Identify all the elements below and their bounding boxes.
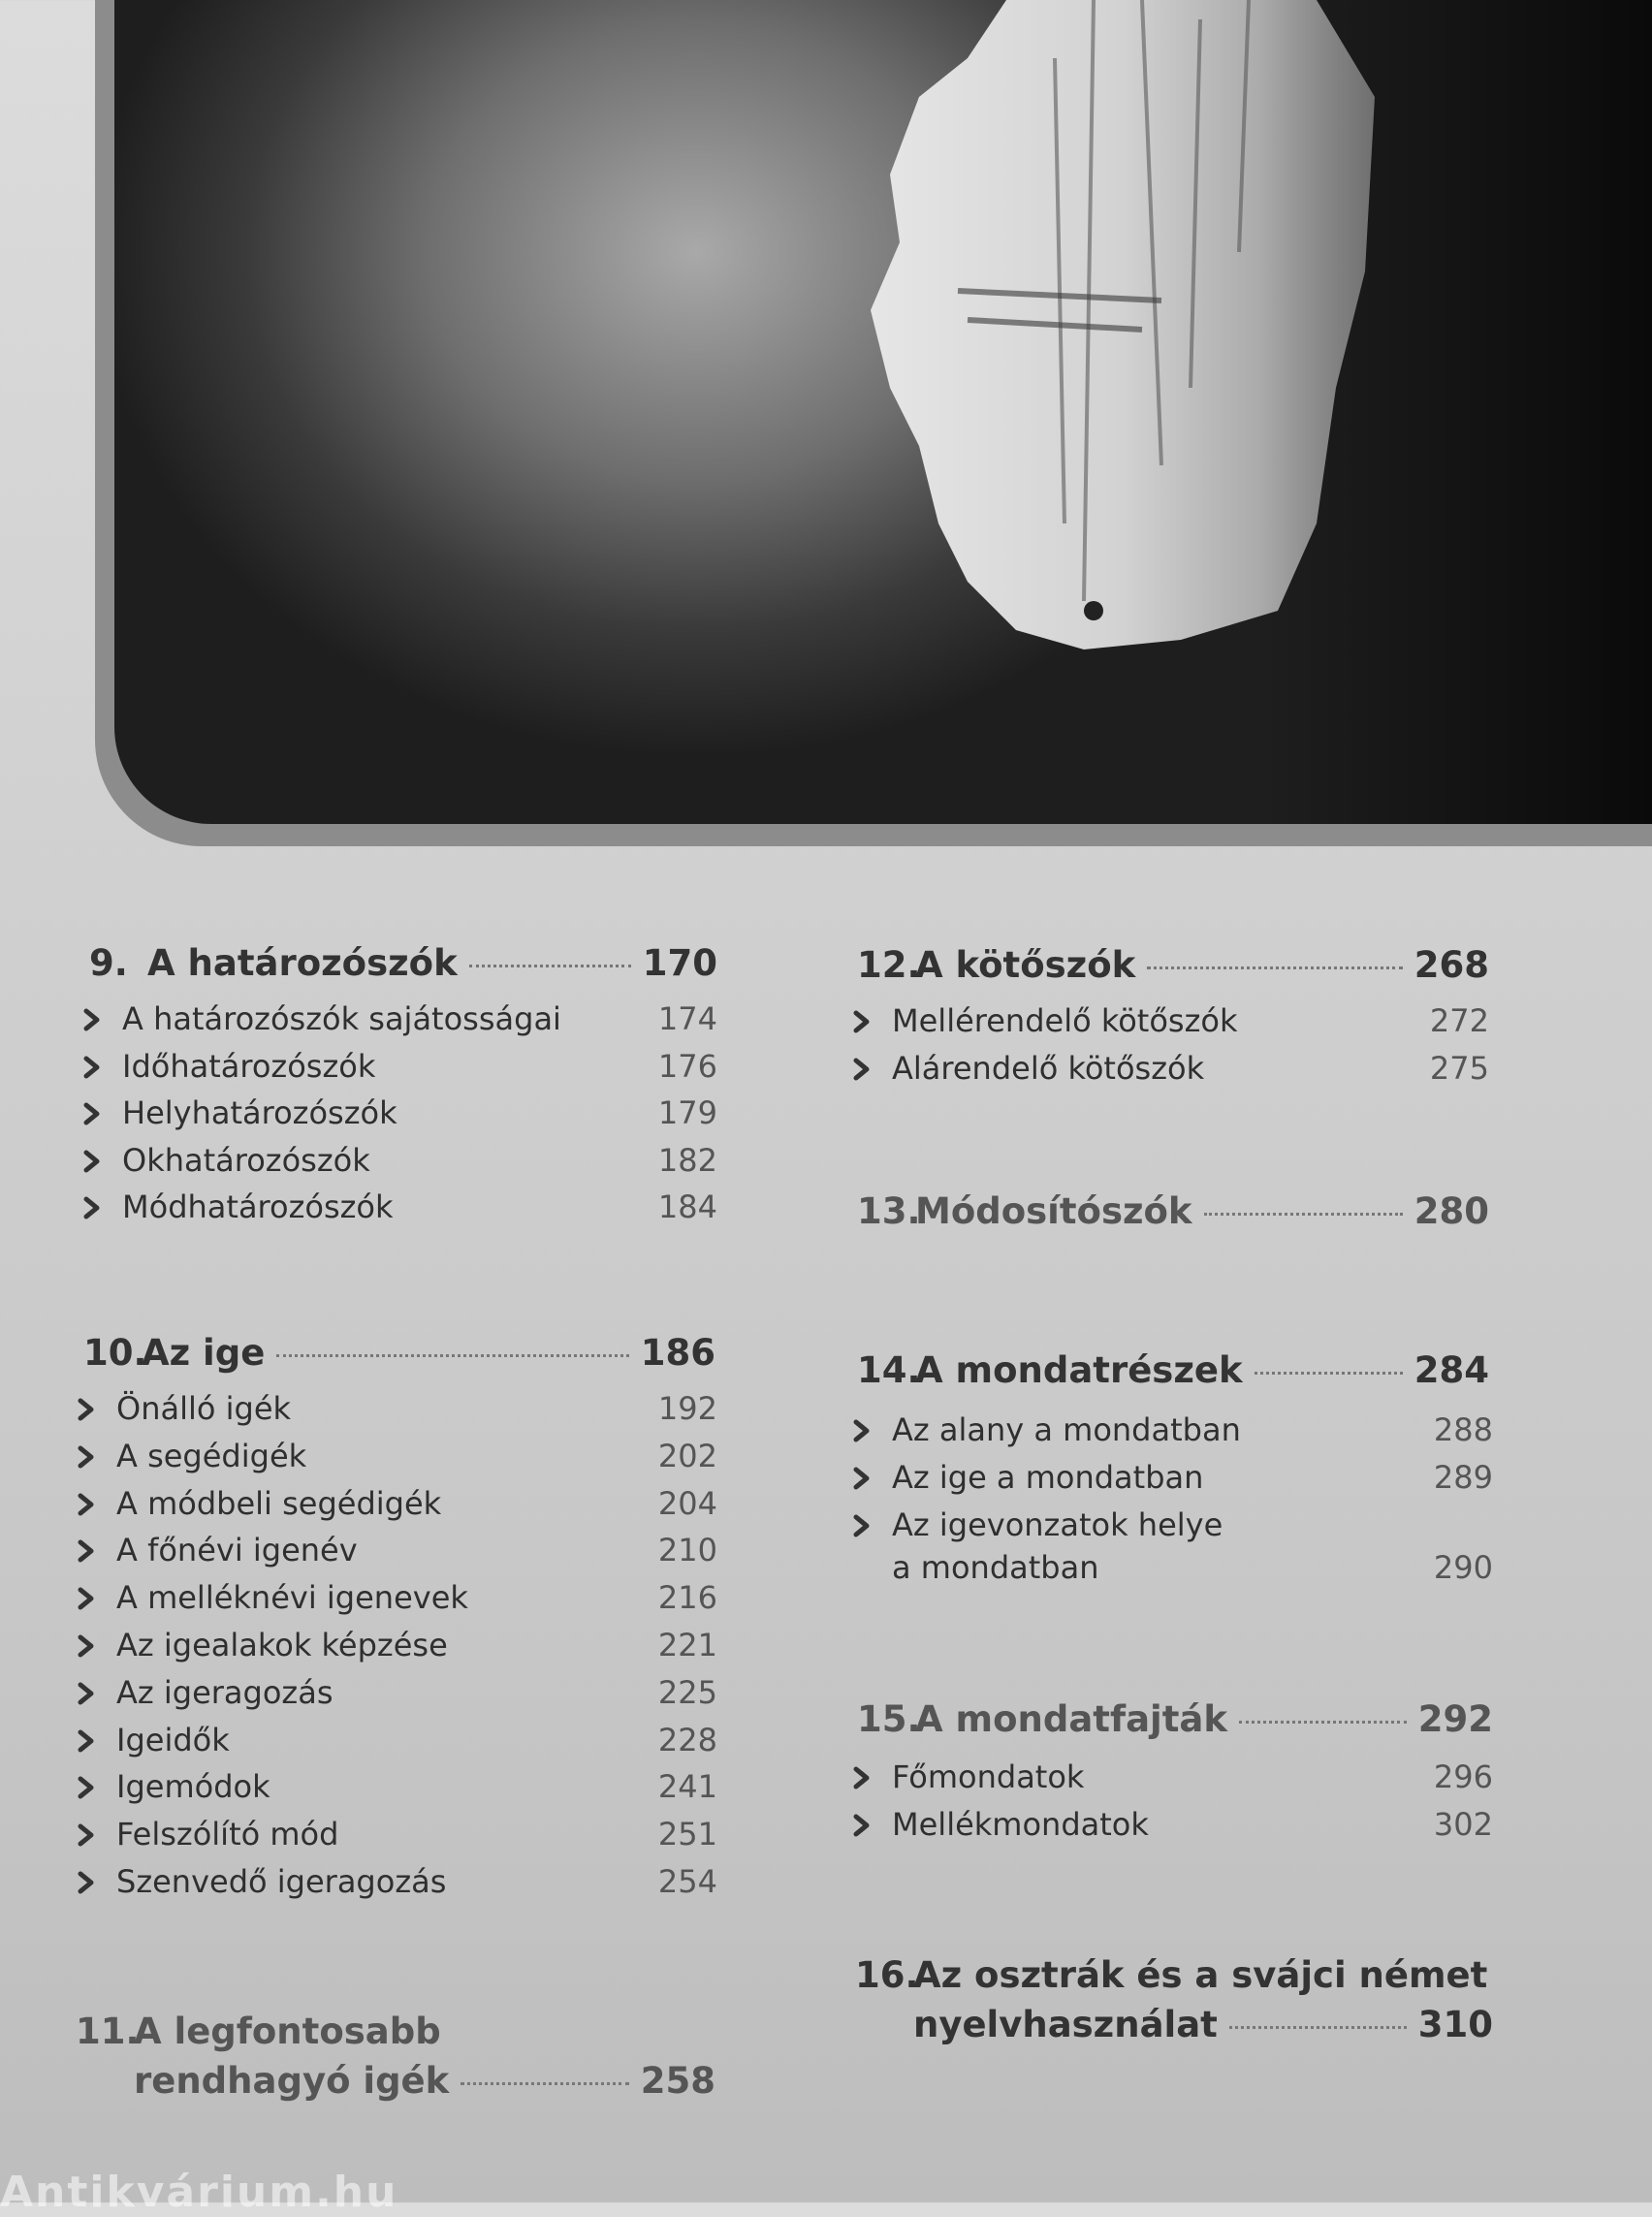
toc-item-label: Az ige a mondatban (892, 1458, 1204, 1496)
toc-item-label-line2: a mondatban (892, 1548, 1099, 1586)
chevron-right-icon (853, 1002, 892, 1033)
chapter-title: A mondatrészek (915, 1349, 1243, 1391)
dot-leader (469, 965, 631, 967)
toc-item[interactable] (78, 1390, 717, 1427)
toc-item-label: Mellérendelő kötőszók (892, 1002, 1238, 1039)
toc-item[interactable] (853, 1411, 1493, 1448)
chevron-right-icon (83, 1000, 122, 1031)
chapter-15-heading[interactable] (857, 1698, 1493, 1740)
chapter-number: 16. (855, 1954, 919, 1996)
toc-item[interactable] (83, 1142, 717, 1179)
toc-item-page: 182 (657, 1141, 717, 1179)
toc-item-page: 251 (657, 1816, 717, 1853)
toc-item-label: A melléknévi igenevek (116, 1579, 468, 1617)
chevron-right-icon (78, 1485, 116, 1516)
toc-item-label: Önálló igék (116, 1390, 292, 1427)
chapter-title: A kötőszók (915, 944, 1136, 986)
chapter-page: 292 (1417, 1698, 1493, 1740)
toc-item[interactable] (78, 1863, 717, 1900)
toc-item-label: Helyhatározószók (122, 1094, 397, 1131)
chapter-page: 170 (642, 942, 717, 984)
chapter-title: Az ige (142, 1332, 266, 1374)
dot-leader (276, 1354, 628, 1357)
chapter-number: 15. (857, 1698, 921, 1740)
chevron-right-icon (78, 1768, 116, 1799)
toc-item[interactable] (83, 1094, 717, 1131)
chapter-number: 12. (857, 944, 921, 986)
toc-item[interactable] (83, 1048, 717, 1085)
toc-item-label: Az igeragozás (116, 1673, 334, 1711)
toc-item-page: 176 (657, 1047, 717, 1085)
chapter-number: 9. (89, 942, 128, 984)
chevron-right-icon (78, 1627, 116, 1658)
toc-item[interactable] (78, 1768, 717, 1805)
chapter-number: 13. (857, 1190, 921, 1232)
chapter-11-heading[interactable] (76, 2011, 715, 2102)
toc-item-label-line1: Az igevonzatok helye (892, 1505, 1223, 1543)
toc-item-page: 290 (1433, 1548, 1493, 1586)
toc-item[interactable] (83, 1000, 717, 1037)
chevron-right-icon (78, 1816, 116, 1847)
toc-item-page: 179 (657, 1094, 717, 1131)
chapter-title-line1: Az osztrák és a svájci német (913, 1954, 1488, 1996)
toc-item-label: Főmondatok (892, 1758, 1085, 1795)
toc-item-page: 241 (657, 1768, 717, 1806)
watermark: Antikvárium.hu (0, 2168, 398, 2217)
toc-item-page: 288 (1433, 1411, 1493, 1448)
dot-leader (1239, 1721, 1407, 1724)
chapter-page: 268 (1414, 944, 1489, 986)
chevron-right-icon (853, 1806, 892, 1837)
chevron-right-icon (83, 1188, 122, 1219)
chevron-right-icon (853, 1050, 892, 1081)
toc-item[interactable] (78, 1674, 717, 1711)
toc-item[interactable] (853, 1506, 1493, 1586)
chevron-right-icon (83, 1094, 122, 1125)
chevron-right-icon (78, 1579, 116, 1610)
chapter-page: 280 (1414, 1190, 1489, 1232)
toc-item-page: 296 (1433, 1758, 1493, 1795)
toc-item-label (892, 1506, 1406, 1586)
toc-item-label: Időhatározószók (122, 1047, 376, 1085)
toc-item-page: 254 (657, 1863, 717, 1900)
chevron-right-icon (78, 1532, 116, 1563)
chevron-right-icon (78, 1438, 116, 1469)
toc-item[interactable] (83, 1188, 717, 1225)
toc-item[interactable] (853, 1806, 1493, 1843)
chapter-page: 284 (1414, 1349, 1489, 1391)
chapter-number: 11. (76, 2011, 140, 2052)
toc-item-page: 221 (657, 1627, 717, 1663)
toc-item-page: 289 (1433, 1458, 1493, 1496)
toc-item-label: Igeidők (116, 1721, 230, 1758)
chapter-title-line2: nyelvhasználat (913, 2004, 1218, 2045)
toc-item-page: 275 (1429, 1049, 1489, 1087)
dot-leader (1147, 966, 1403, 969)
chevron-right-icon (853, 1411, 892, 1442)
chapter-number: 14. (857, 1349, 921, 1391)
chevron-right-icon (78, 1722, 116, 1753)
toc-item-label: Módhatározószók (122, 1188, 394, 1225)
toc-item-page: 184 (657, 1188, 717, 1225)
toc-item[interactable] (853, 1002, 1489, 1039)
chapter-title: A mondatfajták (915, 1698, 1227, 1740)
toc-item-page: 174 (657, 1000, 717, 1037)
dot-leader (461, 2082, 629, 2085)
chapter-14-heading[interactable] (857, 1349, 1489, 1391)
chevron-right-icon (78, 1674, 116, 1705)
toc-item-page: 210 (657, 1532, 717, 1569)
chapter-title-line1: A legfontosabb (134, 2011, 441, 2052)
toc-item[interactable] (853, 1758, 1493, 1795)
toc-item-page: 228 (657, 1721, 717, 1758)
toc-item-page: 204 (657, 1484, 717, 1522)
chevron-right-icon (83, 1048, 122, 1079)
chapter-13-heading[interactable] (857, 1190, 1489, 1232)
toc-item[interactable] (78, 1438, 717, 1474)
chevron-right-icon (78, 1863, 116, 1894)
toc-item[interactable] (78, 1532, 717, 1568)
chapter-12-heading[interactable] (857, 944, 1489, 986)
chapter-page: 310 (1417, 2004, 1493, 2045)
toc-item-label: Az igealakok képzése (116, 1627, 448, 1663)
chapter-title: A határozószók (147, 942, 458, 984)
dot-leader (1204, 1213, 1403, 1216)
toc-item-page: 225 (657, 1673, 717, 1711)
toc-item-page: 302 (1433, 1806, 1493, 1843)
toc-item-label: Felszólító mód (116, 1816, 339, 1853)
toc-item-page: 272 (1429, 1002, 1489, 1039)
chevron-right-icon (83, 1142, 122, 1173)
chevron-right-icon (853, 1459, 892, 1490)
chapter-9-heading[interactable] (89, 942, 717, 984)
chapter-number: 10. (83, 1332, 147, 1374)
toc-item-label: A főnévi igenév (116, 1532, 358, 1569)
chapter-title-line2: rendhagyó igék (134, 2060, 450, 2102)
toc-item-page: 216 (657, 1579, 717, 1617)
toc-item-label: Alárendelő kötőszók (892, 1049, 1205, 1087)
toc-item-label: Szenvedő igeragozás (116, 1863, 447, 1900)
header-photo (114, 0, 1652, 824)
toc-item-label: Az alany a mondatban (892, 1411, 1241, 1448)
chevron-right-icon (853, 1506, 892, 1537)
toc-item-label: Okhatározószók (122, 1141, 370, 1179)
chevron-right-icon (78, 1390, 116, 1421)
toc-item-label: Mellékmondatok (892, 1806, 1149, 1843)
chapter-title: Módosítószók (915, 1190, 1192, 1232)
toc-item-label: A módbeli segédigék (116, 1484, 442, 1522)
toc-item[interactable] (78, 1816, 717, 1853)
toc-item-label: A határozószók sajátosságai (122, 1000, 561, 1037)
toc-item-label: A segédigék (116, 1437, 307, 1474)
chapter-10-heading[interactable] (83, 1332, 715, 1374)
toc-item[interactable] (78, 1579, 717, 1616)
toc-item-label: Igemódok (116, 1768, 270, 1806)
dot-leader (1229, 2026, 1407, 2029)
toc-item[interactable] (78, 1722, 717, 1758)
dot-leader (1255, 1372, 1403, 1375)
toc-item-page: 192 (657, 1390, 717, 1427)
chapter-page: 258 (640, 2060, 715, 2102)
toc-item[interactable] (78, 1485, 717, 1522)
toc-item[interactable] (853, 1050, 1489, 1087)
chapter-16-heading[interactable] (855, 1954, 1493, 2045)
toc-item[interactable] (78, 1627, 717, 1663)
toc-item[interactable] (853, 1459, 1493, 1496)
toc-item-page: 202 (657, 1437, 717, 1474)
chapter-page: 186 (640, 1332, 715, 1374)
chevron-right-icon (853, 1758, 892, 1789)
